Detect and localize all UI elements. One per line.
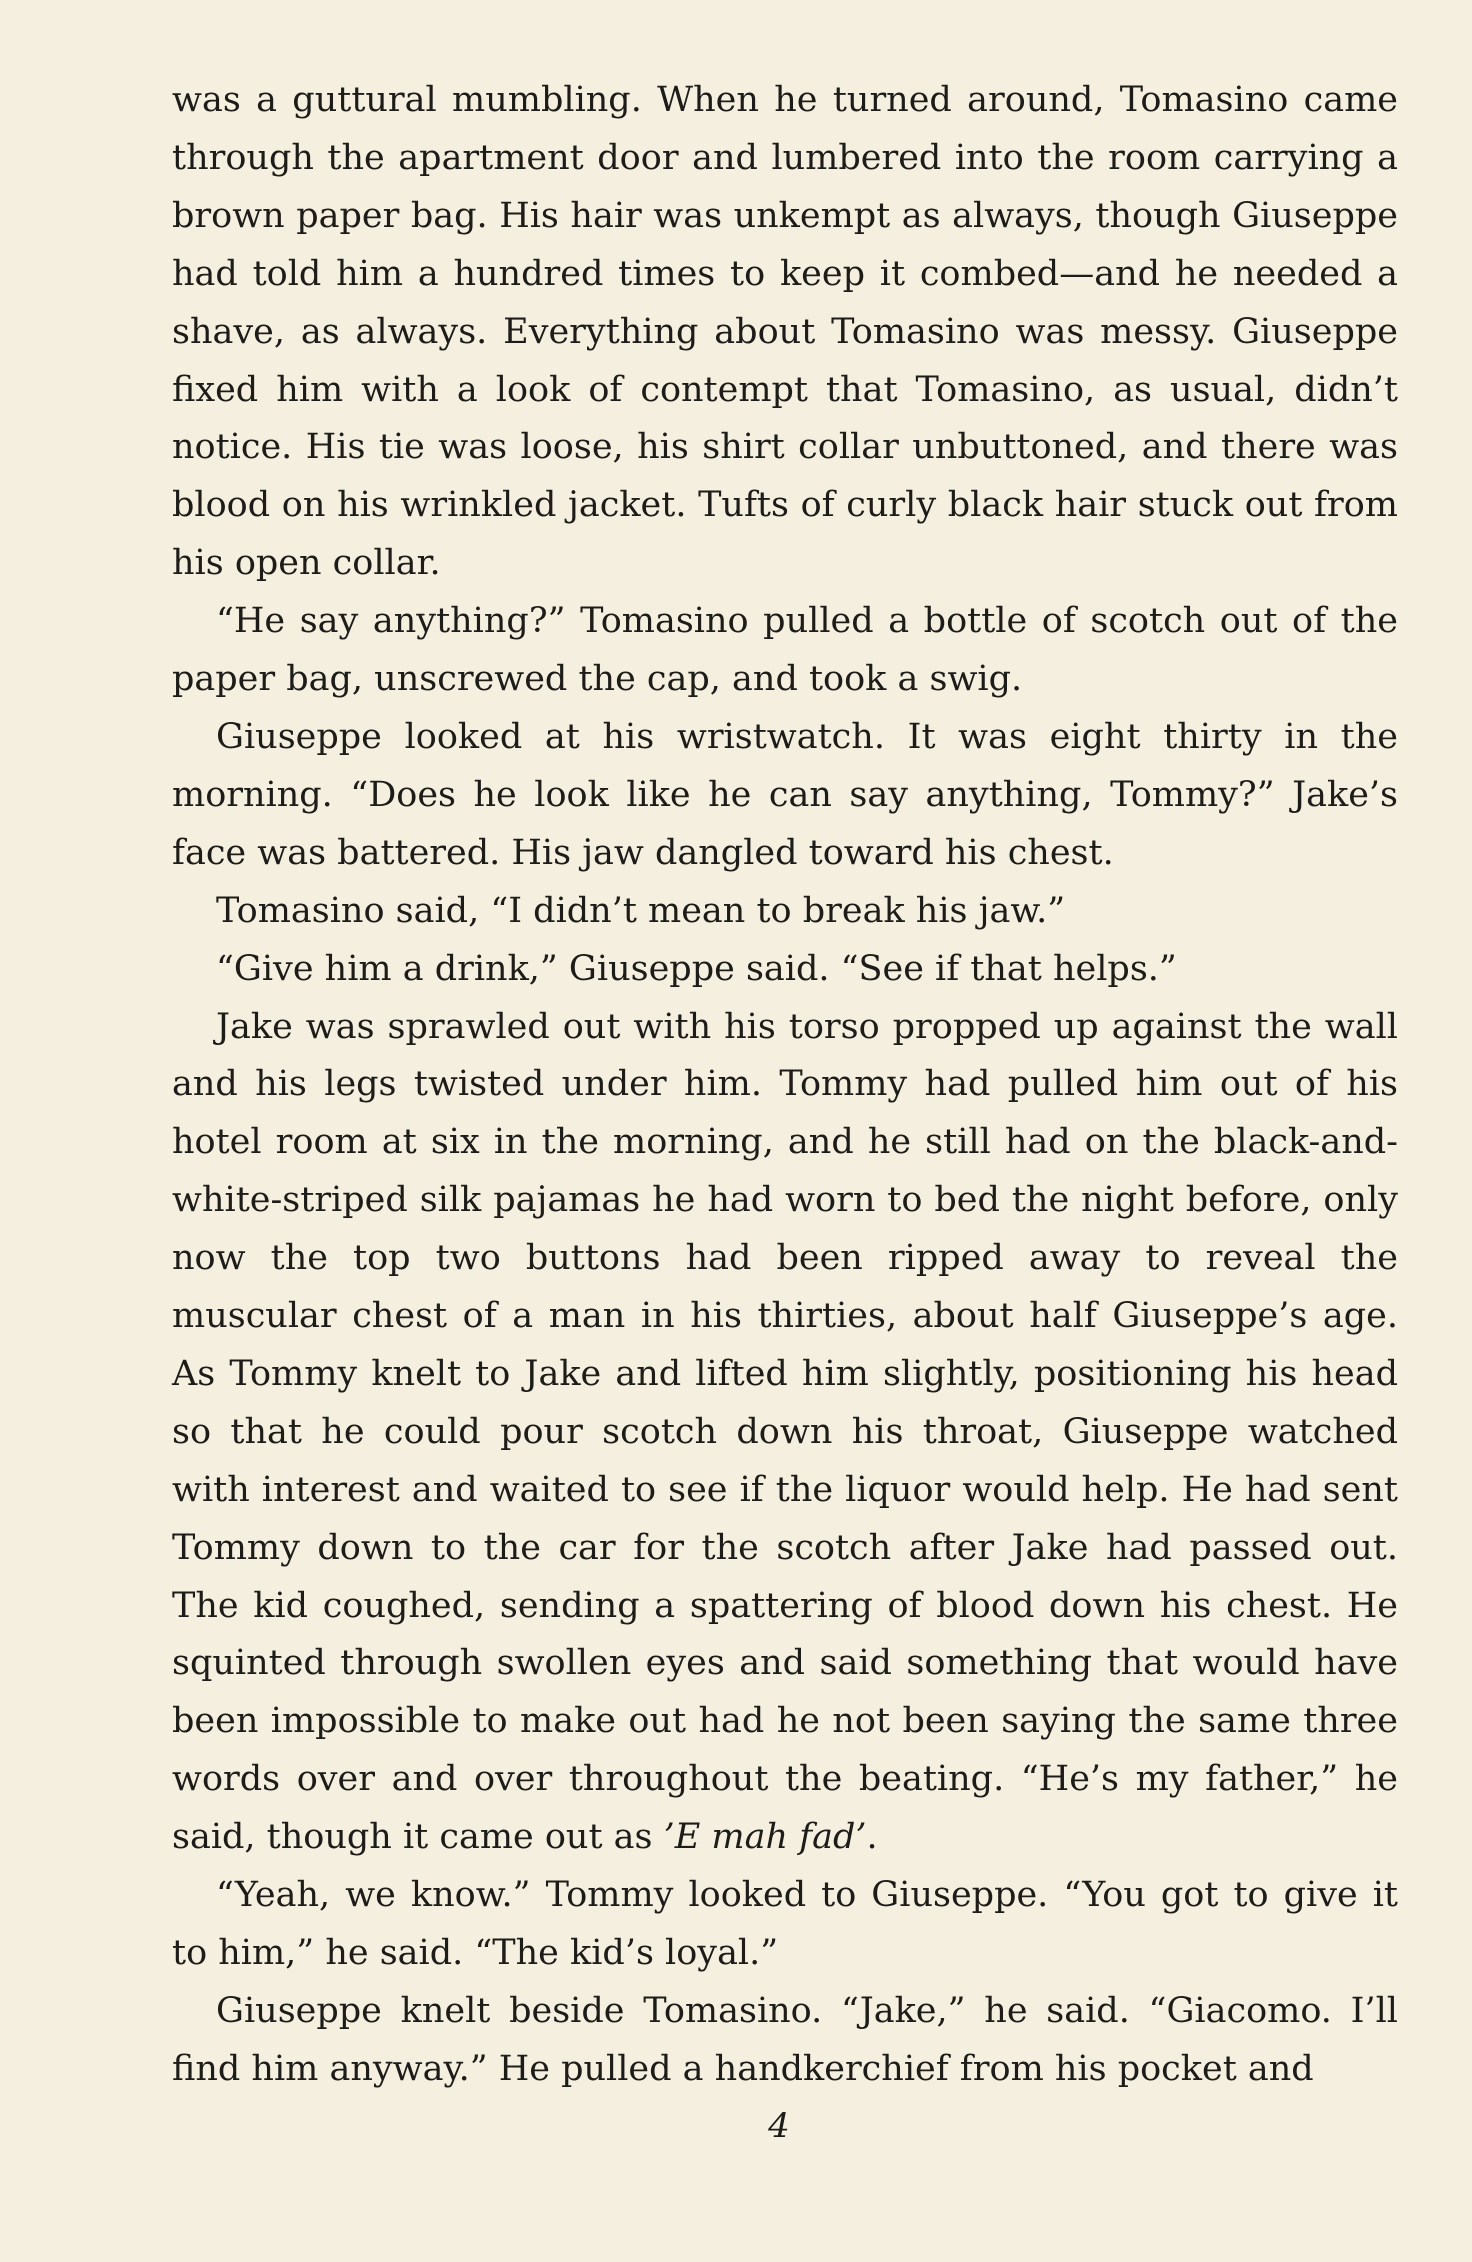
paragraph-give-drink: “Give him a drink,” Giuseppe said. “See if that helps.” (216, 948, 1177, 989)
paragraph-jake-sprawled (172, 999, 1398, 1868)
page-number: 4 (768, 2106, 790, 2146)
italic-phrase-end: . (866, 1817, 878, 1858)
paragraph-continuation: was a guttural mumbling. When he turned around, Tomasino came through the apartment door and lumbered into the room carrying a brown paper bag. His hair was unkempt as always, though Giuseppe had told him a hundred times to keep it combed—and he needed a shave, as always. Everything about Tomasino was messy. Giuseppe fixed him with a look of contempt that Tomasino, as usual, didn’t notice. His tie was loose, his shirt collar unbuttoned, and there was blood on his wrinkled jacket. Tufts of curly black hair stuck out from his open collar. (172, 80, 1398, 584)
paragraph-yeah-we-know: “Yeah, we know.” Tommy looked to Giuseppe. “You got to give it to him,” he said. “The kid’s loyal.” (172, 1875, 1398, 1973)
paragraph-he-say-anything: “He say anything?” Tomasino pulled a bottle of scotch out of the paper bag, unscrewed the cap, and took a swig. (172, 601, 1398, 700)
paragraph-giuseppe-knelt: Giuseppe knelt beside Tomasino. “Jake,” he said. “Giacomo. I’ll find him anyway.” He pulled a handkerchief from his pocket and (172, 1990, 1398, 2089)
paragraph-break-jaw: Tomasino said, “I didn’t mean to break his jaw.” (216, 890, 1066, 931)
body-text (172, 72, 1398, 2099)
paragraph-jake-sprawled-text: Jake was sprawled out with his torso propped up against the wall and his legs twisted under him. Tommy had pulled him out of his hotel room at six in the morning, and he still had on the black-and-white-striped silk pajamas he had worn to bed the night before, only now the top two buttons had been ripped away to reveal the muscular chest of a man in his thirties, about half Giuseppe’s age. As Tommy knelt to Jake and lifted him slightly, positioning his head so that he could pour scotch down his throat, Giuseppe watched with interest and waited to see if the liquor would help. He had sent Tommy down to the car for the scotch after Jake had passed out. The kid coughed, sending a spattering of blood down his chest. He squinted through swollen eyes and said something that would have been impossible to make out had he not been saying the same three words over and over throughout the beating. “He’s my father,” he said, though it came out as (172, 1006, 1398, 1858)
italic-dialect-phrase: ’E mah fad’ (663, 1817, 867, 1858)
paragraph-wristwatch: Giuseppe looked at his wristwatch. It was eight thirty in the morning. “Does he look like he can say anything, Tommy?” Jake’s face was battered. His jaw dangled toward his chest. (172, 716, 1398, 873)
